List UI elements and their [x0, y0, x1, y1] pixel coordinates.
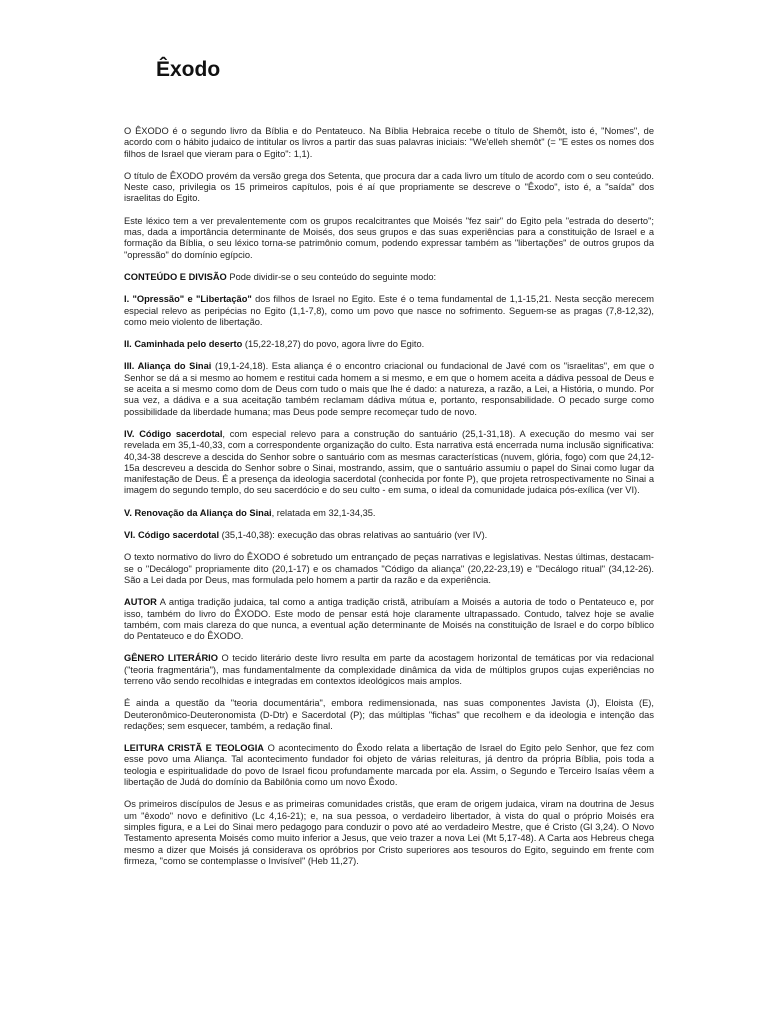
paragraph-text: A antiga tradição judaica, tal como a antiga tradição cristã, atribuíam a Moisés a autoria de todo o Pentateuco e, por isso, também do livro do ÊXODO. Este modo de pensar está hoje claramente ultrapassado. Contudo, talvez hoje se avalie também, com mais clareza do que nunca, a eventual ação determinante de Moisés na constituição de Israel e do corpo bíblico do Pentateuco e do ÊXODO.: [124, 597, 654, 642]
paragraph-2: [124, 171, 654, 205]
paragraph-text: O título de ÊXODO provém da versão grega dos Setenta, que procura dar a cada livro um título de acordo com o seu conteúdo. Neste caso, privilegia os 15 primeiros capítulos, pois é aí que propriamente se descreve o "Êxodo", isto é, a "saída" dos israelitas do Egito.: [124, 170, 654, 204]
paragraph-text: , com especial relevo para a construção do santuário (25,1-31,18). A execução do mesmo vai ser revelada em 35,1-40,33, com a correspondente organização do culto. Esta narrativa está encerrada numa inclusão significativa: 40,34-38 descreve a descida do Senhor sobre o santuário com as mesmas características (nuvem, glória, fogo) com que 24,12-15a descreveu a descida do Senhor sobre o Sinai, mostrando, assim, que o santuário assumiu o papel do Sinai como lugar da manifestação de Deus. É a presença da ideologia sacerdotal (conhecida por fonte P), que projeta retrospectivamente no Sinai a imagem do segundo templo, do seu sacerdócio e do seu culto - em suma, o ideal da comunidade judaica pós-exílica (ver VI).: [124, 428, 655, 496]
section-heading-v: V. Renovação da Aliança do Sinai: [124, 507, 272, 518]
section-heading-iv: IV. Código sacerdotal: [124, 428, 223, 439]
paragraph-text: É ainda a questão da "teoria documentária", embora redimensionada, nas suas componentes Javista (J), Eloista (E), Deuteronômico-Deuteronomista (D-Dtr) e Sacerdotal (P); das múltiplas "fichas" que recolhem e da ideologia e intenção das redações; sem esquecer, também, a redação final.: [124, 698, 654, 731]
paragraph-text: (35,1-40,38): execução das obras relativas ao santuário (ver IV).: [219, 530, 488, 541]
section-heading-leitura: LEITURA CRISTÃ E TEOLOGIA: [124, 743, 265, 754]
section-heading-iii: III. Aliança do Sinai: [124, 361, 212, 372]
section-heading-vi: VI. Código sacerdotal: [124, 530, 220, 541]
paragraph-text: O texto normativo do livro do ÊXODO é sobretudo um entrançado de peças narrativas e legislativas. Nestas últimas, destacam-se o "Decálogo" propriamente dito (20,1-17) e os chamados "Código da aliança" (20,22-23,19) e "Decálogo ritual" (34,12-26). São a Lei dada por Deus, mas formulada pelo homem a partir da razão e da experiência.: [124, 552, 654, 585]
paragraph-autor: [124, 597, 654, 642]
paragraph-conteudo-divisao: [124, 272, 654, 283]
paragraph-section-iv: [124, 429, 654, 497]
section-heading-autor: AUTOR: [124, 597, 157, 608]
paragraph-text: Pode dividir-se o seu conteúdo do seguinte modo:: [226, 271, 437, 282]
paragraph-text: (19,1-24,18). Esta aliança é o encontro criacional ou fundacional de Javé com os "israelitas", em que o Senhor se dá a si mesmo ao homem e restitui cada homem a si mesmo, e em que o homem aceita a dádiva pessoal de Deus e se aceita a si mesmo como dom de Deus com tudo o mais que lhe é dado: a natureza, a razão, a Lei, a História, o mundo. Por sua vez, a dádiva e a sua aceitação também reclamam dádiva mútua e, portanto, responsabilidade. O pecado surge como possibilidade da liberdade humana; mas Deus pode sempre recomeçar tudo de novo.: [124, 361, 655, 417]
paragraph-text: O tecido literário deste livro resulta em parte da acostagem horizontal de temáticas por via redacional ("teoria fragmentária"), mas fundamentalmente da complexidade dinâmica da vida de múltiplos grupos cujas experiências no terreno vão sendo recolhidas e integradas em contextos ideológicos mais amplos.: [124, 653, 654, 686]
paragraph-text: dos filhos de Israel no Egito. Este é o tema fundamental de 1,1-15,21. Nesta secção merecem especial relevo as peripécias no Egito (1,1-7,8), como um povo que nasce no sofrimento. Seguem-se as pragas (7,8-12,32), como meio violento de libertação.: [124, 294, 655, 327]
paragraph-text: (15,22-18,27) do povo, agora livre do Egito.: [242, 339, 425, 350]
paragraph-text: O ÊXODO é o segundo livro da Bíblia e do Pentateuco. Na Bíblia Hebraica recebe o título de Shemôt, isto é, "Nomes", de acordo com o hábito judaico de intitular os livros a partir das suas palavras iniciais: "We'elleh shemôt" (= "E estes os nomes dos filhos de Israel que vieram para o Egito": 1,1).: [124, 126, 654, 159]
section-heading-i: I. "Opressão" e "Libertação": [124, 294, 252, 305]
paragraph-section-iii: [124, 361, 654, 417]
paragraph-texto-normativo: [124, 552, 654, 586]
paragraph-text: , relatada em 32,1-34,35.: [271, 507, 376, 518]
section-heading-genero: GÊNERO LITERÁRIO: [124, 653, 218, 664]
page-title: Êxodo: [156, 58, 221, 81]
paragraph-text: Este léxico tem a ver prevalentemente com os grupos recalcitrantes que Moisés "fez sair" do Egito pela "estrada do deserto"; mas, dada a importância determinante de Moisés, dos seus grupos e das suas experiências para a constituição de Israel e a formação da Bíblia, o seu léxico torna-se patrimônio comum, podendo expressar também as "libertações" de outros grupos da "opressão" do domínio egípcio.: [124, 215, 654, 260]
paragraph-section-vi: [124, 530, 654, 541]
paragraph-1: [124, 126, 654, 160]
paragraph-primeiros-discipulos: [124, 799, 654, 867]
paragraph-leitura-crista: [124, 743, 654, 788]
paragraph-section-v: [124, 508, 654, 519]
section-heading-ii: II. Caminhada pelo deserto: [124, 339, 243, 350]
paragraph-3: [124, 216, 654, 261]
section-heading-conteudo: CONTEÚDO E DIVISÃO: [124, 271, 227, 282]
paragraph-section-ii: [124, 339, 654, 350]
paragraph-text: O acontecimento do Êxodo relata a libertação de Israel do Egito pelo Senhor, que fez com esse povo uma Aliança. Tal acontecimento fundador foi objeto de várias releituras, já dentro da própria Bíblia, pois toda a teologia e espiritualidade do povo de Israel ficou profundamente marcada por ela. Assim, o Segundo e Terceiro Isaías vêem a libertação de Judá do domínio da Babilônia como um novo Êxodo.: [124, 743, 654, 788]
document-body: [124, 126, 654, 878]
paragraph-section-i: [124, 294, 654, 328]
paragraph-genero-literario: [124, 653, 654, 687]
paragraph-text: Os primeiros discípulos de Jesus e as primeiras comunidades cristãs, que eram de origem judaica, viram na doutrina de Jesus um "êxodo" novo e definitivo (Lc 4,16-21); e, na sua pessoa, o verdadeiro libertador, à vista do qual o próprio Moisés era simples figura, e a Lei do Sinai mero pedagogo para conduzir o povo até ao verdadeiro Mestre, que é Cristo (Gl 3,24). O Novo Testamento apresenta Moisés como muito inferior a Jesus, que veio trazer a nova Lei (Mt 5,17-48). A Carta aos Hebreus chega mesmo a dizer que Moisés já considerava os opróbrios por Cristo superiores aos tesouros do Egito, seguindo em frente com firmeza, "como se contemplasse o Invisível" (Heb 11,27).: [124, 799, 654, 866]
paragraph-teoria-documentaria: [124, 698, 654, 732]
